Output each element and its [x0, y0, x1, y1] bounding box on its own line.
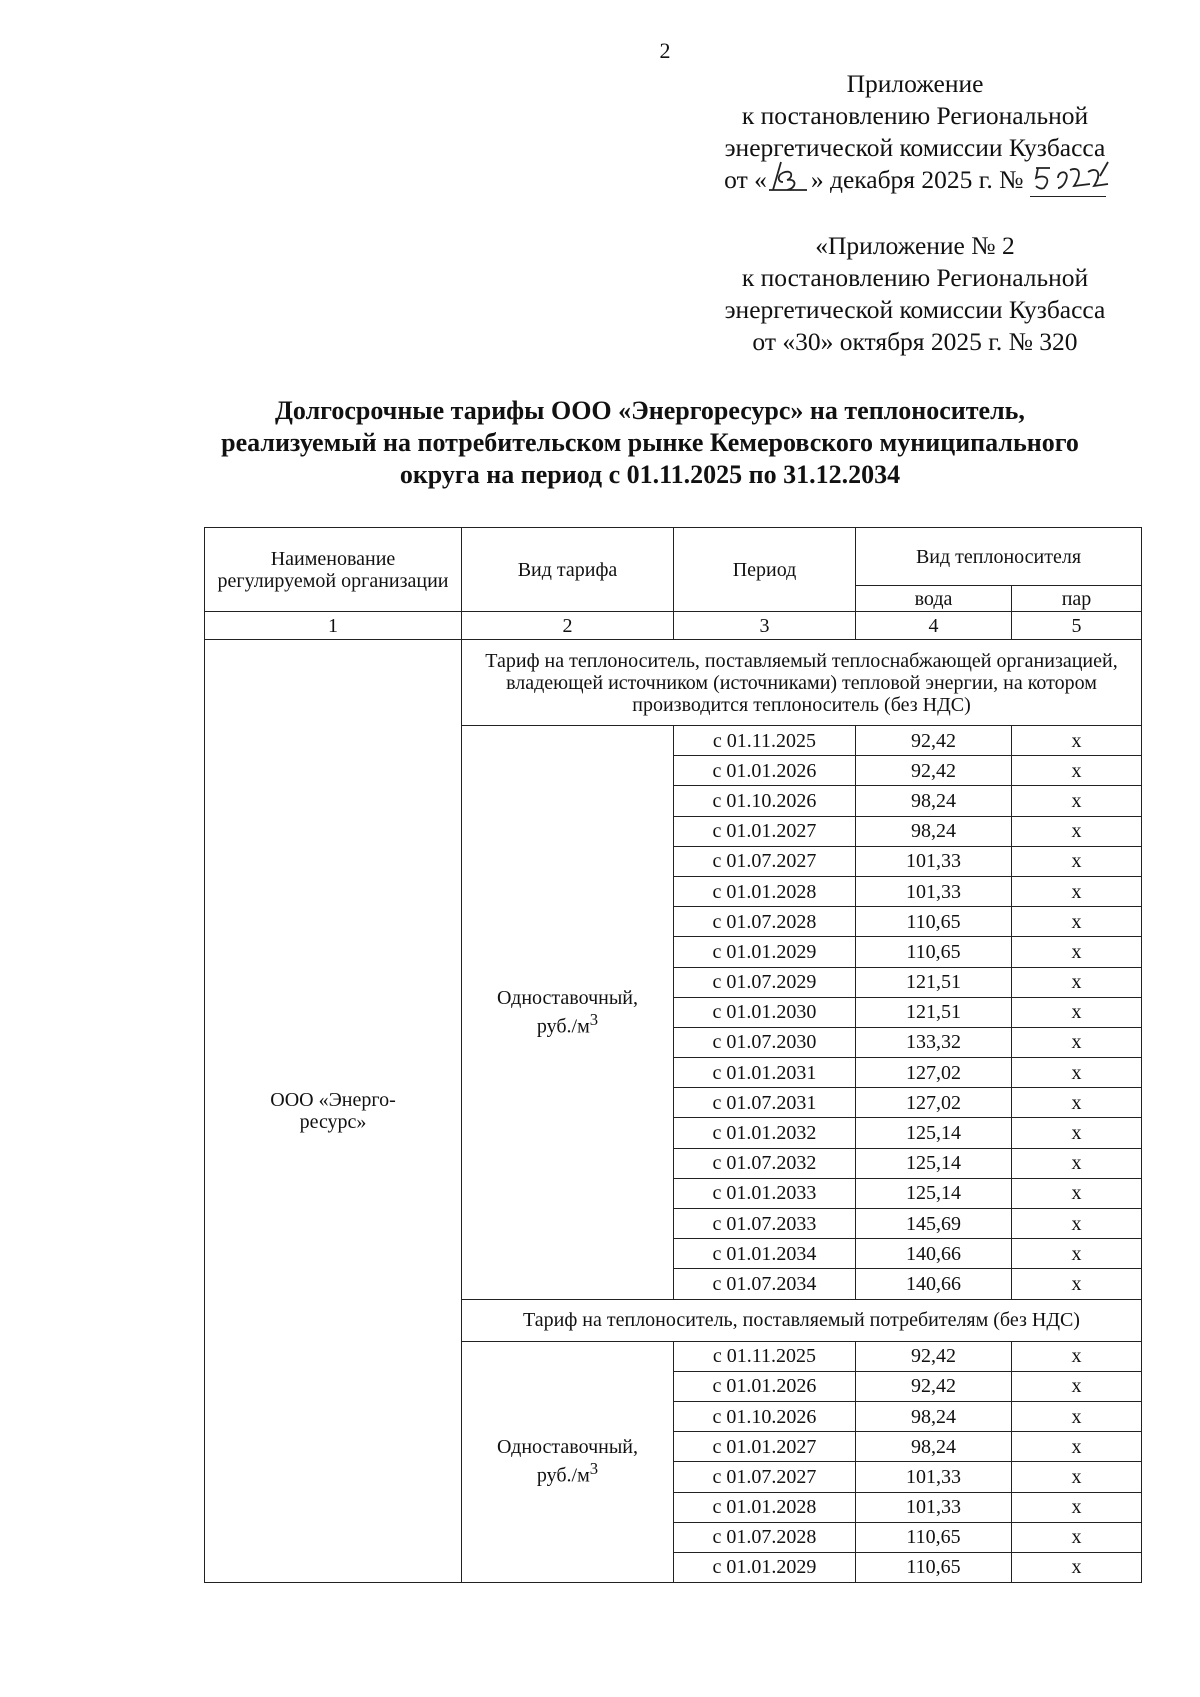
period-cell: с 01.07.2031 — [674, 1088, 856, 1118]
period-cell: с 01.07.2027 — [674, 1462, 856, 1492]
period-cell: с 01.01.2030 — [674, 997, 856, 1027]
water-value-cell: 92,42 — [856, 756, 1012, 786]
period-cell: с 01.01.2032 — [674, 1118, 856, 1148]
period-cell: с 01.01.2026 — [674, 1371, 856, 1401]
tariff-unit — [462, 1009, 673, 1038]
original-appendix-line-3: энергетической комиссии Кузбасса — [724, 295, 1106, 324]
title-line-2: реализуемый на потребительском рынке Кемеровского муниципального — [221, 428, 1079, 457]
period-cell: с 01.07.2033 — [674, 1209, 856, 1239]
column-number: 3 — [674, 612, 856, 640]
water-value-cell: 110,65 — [856, 1552, 1012, 1582]
header-carrier: Вид теплоносителя — [856, 528, 1142, 586]
water-value-cell: 101,33 — [856, 876, 1012, 906]
period-cell: с 01.01.2028 — [674, 876, 856, 906]
steam-value-cell: х — [1012, 786, 1142, 816]
original-appendix-block — [650, 230, 1180, 358]
steam-value-cell: х — [1012, 1462, 1142, 1492]
steam-value-cell: х — [1012, 997, 1142, 1027]
appendix-line-1: Приложение — [846, 69, 984, 98]
column-number-row — [205, 612, 1142, 640]
header-period: Период — [674, 528, 856, 612]
header-tariff-type: Вид тарифа — [462, 528, 674, 612]
column-number: 2 — [462, 612, 674, 640]
steam-value-cell: х — [1012, 876, 1142, 906]
tariff-unit-text: руб./м — [536, 1465, 590, 1488]
steam-value-cell: х — [1012, 816, 1142, 846]
original-appendix-line-1: «Приложение № 2 — [815, 231, 1015, 260]
water-value-cell: 92,42 — [856, 1371, 1012, 1401]
tariff-unit-power: 3 — [589, 1459, 599, 1479]
organization-line-2: ресурс» — [299, 1111, 367, 1134]
original-appendix-line-4: от «30» октября 2025 г. № 320 — [752, 327, 1078, 356]
organization-line-1: ООО «Энерго- — [270, 1089, 396, 1112]
period-cell: с 01.07.2029 — [674, 967, 856, 997]
steam-value-cell: х — [1012, 1027, 1142, 1057]
water-value-cell: 140,66 — [856, 1239, 1012, 1269]
period-cell: с 01.01.2027 — [674, 816, 856, 846]
steam-value-cell: х — [1012, 1178, 1142, 1208]
period-cell: с 01.01.2033 — [674, 1178, 856, 1208]
water-value-cell: 101,33 — [856, 846, 1012, 876]
steam-value-cell: х — [1012, 1148, 1142, 1178]
steam-value-cell: х — [1012, 1401, 1142, 1431]
header-steam: пар — [1012, 586, 1142, 612]
section-title: Тариф на теплоноситель, поставляемый теплоснабжающей организацией, владеющей источником (источниками) тепловой энергии, на котором производится теплоноситель (без НДС) — [462, 640, 1142, 726]
water-value-cell: 110,65 — [856, 1522, 1012, 1552]
water-value-cell: 110,65 — [856, 937, 1012, 967]
tariff-unit-power: 3 — [589, 1009, 599, 1029]
tariff-type-label: Одноставочный, — [497, 986, 638, 1009]
tariff-unit-text: руб./м — [536, 1015, 590, 1038]
steam-value-cell: х — [1012, 1341, 1142, 1371]
handwritten-day-signature — [767, 156, 811, 196]
tariff-type-label: Одноставочный, — [497, 1436, 638, 1459]
appendix-line-3: энергетической комиссии Кузбасса — [724, 133, 1106, 162]
steam-value-cell: х — [1012, 846, 1142, 876]
steam-value-cell: х — [1012, 967, 1142, 997]
period-cell: с 01.07.2027 — [674, 846, 856, 876]
steam-value-cell: х — [1012, 1552, 1142, 1582]
water-value-cell: 92,42 — [856, 726, 1012, 756]
water-value-cell: 125,14 — [856, 1178, 1012, 1208]
title-line-1: Долгосрочные тарифы ООО «Энергоресурс» на теплоноситель, — [275, 396, 1025, 425]
steam-value-cell: х — [1012, 1088, 1142, 1118]
steam-value-cell: х — [1012, 1058, 1142, 1088]
water-value-cell: 101,33 — [856, 1492, 1012, 1522]
water-value-cell: 98,24 — [856, 816, 1012, 846]
appendix-date-line — [650, 164, 1180, 197]
steam-value-cell: х — [1012, 907, 1142, 937]
water-value-cell: 140,66 — [856, 1269, 1012, 1299]
steam-value-cell: х — [1012, 1239, 1142, 1269]
steam-value-cell: х — [1012, 726, 1142, 756]
title-line-3: округа на период с 01.11.2025 по 31.12.2034 — [399, 460, 901, 489]
date-suffix: » декабря 2025 г. № — [810, 165, 1024, 194]
section-title: Тариф на теплоноситель, поставляемый потребителям (без НДС) — [462, 1299, 1142, 1341]
appendix-line-2: к постановлению Региональной — [741, 101, 1089, 130]
steam-value-cell: х — [1012, 1432, 1142, 1462]
header-organization: Наименование регулируемой организации — [205, 528, 462, 612]
steam-value-cell: х — [1012, 1371, 1142, 1401]
period-cell: с 01.01.2029 — [674, 1552, 856, 1582]
water-value-cell: 127,02 — [856, 1058, 1012, 1088]
period-cell: с 01.07.2028 — [674, 1522, 856, 1552]
steam-value-cell: х — [1012, 1118, 1142, 1148]
steam-value-cell: х — [1012, 756, 1142, 786]
column-number: 4 — [856, 612, 1012, 640]
handwritten-number-signature — [1030, 156, 1110, 196]
tariffs-table — [204, 527, 1142, 1583]
page-number: 2 — [659, 38, 671, 63]
period-cell: с 01.10.2026 — [674, 786, 856, 816]
water-value-cell: 133,32 — [856, 1027, 1012, 1057]
steam-value-cell: х — [1012, 1209, 1142, 1239]
water-value-cell: 92,42 — [856, 1341, 1012, 1371]
tariff-unit — [462, 1458, 673, 1487]
section-title-row — [205, 640, 1142, 726]
period-cell: с 01.11.2025 — [674, 726, 856, 756]
period-cell: с 01.07.2028 — [674, 907, 856, 937]
period-cell: с 01.01.2027 — [674, 1432, 856, 1462]
steam-value-cell: х — [1012, 1522, 1142, 1552]
water-value-cell: 125,14 — [856, 1118, 1012, 1148]
water-value-cell: 98,24 — [856, 1432, 1012, 1462]
period-cell: с 01.01.2034 — [674, 1239, 856, 1269]
period-cell: с 01.01.2028 — [674, 1492, 856, 1522]
water-value-cell: 121,51 — [856, 967, 1012, 997]
appendix-block — [650, 68, 1180, 197]
period-cell: с 01.11.2025 — [674, 1341, 856, 1371]
period-cell: с 01.07.2034 — [674, 1269, 856, 1299]
handwritten-day — [767, 164, 811, 196]
header-water: вода — [856, 586, 1012, 612]
water-value-cell: 101,33 — [856, 1462, 1012, 1492]
period-cell: с 01.10.2026 — [674, 1401, 856, 1431]
water-value-cell: 127,02 — [856, 1088, 1012, 1118]
period-cell: с 01.07.2032 — [674, 1148, 856, 1178]
tariff-type-cell — [462, 1341, 674, 1583]
handwritten-number — [1030, 164, 1106, 197]
water-value-cell: 98,24 — [856, 786, 1012, 816]
document-title — [150, 395, 1150, 491]
water-value-cell: 121,51 — [856, 997, 1012, 1027]
water-value-cell: 98,24 — [856, 1401, 1012, 1431]
steam-value-cell: х — [1012, 937, 1142, 967]
column-number: 5 — [1012, 612, 1142, 640]
water-value-cell: 145,69 — [856, 1209, 1012, 1239]
organization-cell — [205, 640, 462, 1583]
period-cell: с 01.01.2029 — [674, 937, 856, 967]
column-number: 1 — [205, 612, 462, 640]
date-prefix: от « — [724, 165, 767, 194]
original-appendix-line-2: к постановлению Региональной — [741, 263, 1089, 292]
header-row — [205, 528, 1142, 586]
steam-value-cell: х — [1012, 1492, 1142, 1522]
period-cell: с 01.01.2031 — [674, 1058, 856, 1088]
period-cell: с 01.07.2030 — [674, 1027, 856, 1057]
period-cell: с 01.01.2026 — [674, 756, 856, 786]
water-value-cell: 125,14 — [856, 1148, 1012, 1178]
tariff-type-cell — [462, 726, 674, 1300]
steam-value-cell: х — [1012, 1269, 1142, 1299]
water-value-cell: 110,65 — [856, 907, 1012, 937]
